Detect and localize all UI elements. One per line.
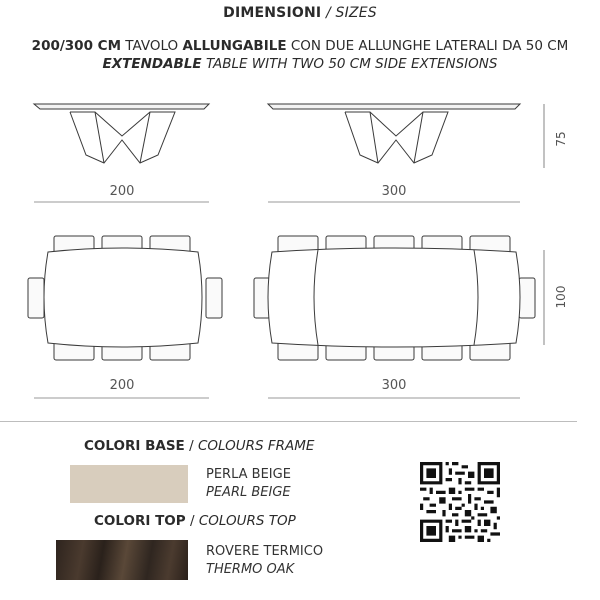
title-en: SIZES xyxy=(335,5,377,21)
colors-top-sep: / xyxy=(185,513,199,529)
top-length-large-label: 300 xyxy=(381,378,407,393)
title-sep: / xyxy=(321,5,336,21)
height-label: 75 xyxy=(554,131,568,147)
colors-base-label-en: COLOURS FRAME xyxy=(197,438,315,454)
qr-code[interactable] xyxy=(420,462,500,542)
colors-base-sep: / xyxy=(184,438,198,454)
swatch-pearl-beige-it: PERLA BEIGE xyxy=(206,467,291,482)
swatch-thermo-oak-it: ROVERE TERMICO xyxy=(206,544,324,559)
side-length-small-label: 200 xyxy=(109,184,135,199)
swatch-pearl-beige-en: PEARL BEIGE xyxy=(206,485,291,500)
top-length-small-label: 200 xyxy=(109,378,135,393)
swatch-pearl-beige xyxy=(70,465,188,503)
colors-top-label-it: COLORI TOP xyxy=(94,513,186,529)
subtitle-extendable-en: EXTENDABLE xyxy=(102,56,202,72)
subtitle-text-en: TABLE WITH TWO 50 CM SIDE EXTENSIONS xyxy=(201,56,498,72)
side-length-large-label: 300 xyxy=(381,184,407,199)
swatch-pearl-beige-name xyxy=(206,466,291,502)
subtitle-extendable-it: ALLUNGABILE xyxy=(182,38,287,54)
colors-base-label-it: COLORI BASE xyxy=(84,438,185,454)
colors-top-label-en: COLOURS TOP xyxy=(198,513,296,529)
section-divider xyxy=(0,421,577,422)
subtitle-text-a: TAVOLO xyxy=(121,38,183,54)
title-it: DIMENSIONI xyxy=(223,5,322,21)
colors-top-label xyxy=(94,513,296,529)
subtitle-text-b: CON DUE ALLUNGHE LATERALI DA 50 CM xyxy=(286,38,569,54)
subtitle-size: 200/300 CM xyxy=(31,38,122,54)
swatch-thermo-oak xyxy=(56,540,188,580)
colors-base-label xyxy=(84,438,314,454)
swatch-thermo-oak-name xyxy=(206,543,323,579)
depth-label: 100 xyxy=(554,285,568,309)
swatch-thermo-oak-en: THERMO OAK xyxy=(206,562,295,577)
